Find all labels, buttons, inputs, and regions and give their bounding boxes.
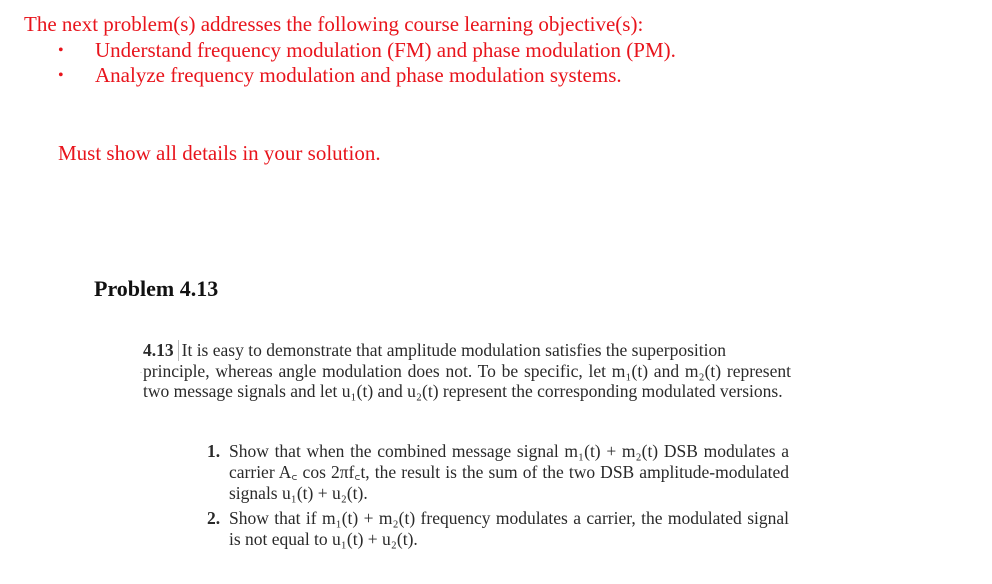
objective-item: • Analyze frequency modulation and phase modulation systems. bbox=[58, 63, 676, 88]
problem-title: Problem 4.13 bbox=[94, 276, 219, 301]
objectives-list bbox=[58, 38, 676, 88]
part-text: Show that if m₁(t) + m₂(t) frequency modulates a carrier, the modulated signal is not equal to u₁(t) + u₂(t). bbox=[229, 508, 789, 549]
problem-statement-line: It is easy to demonstrate that amplitude modulation satisfies the superposition bbox=[181, 340, 726, 360]
part-text: Show that when the combined message signal m₁(t) + m₂(t) DSB modulates a carrier A꜀ cos 2πf꜀t, the result is the sum of the two DSB amplitude-modulated signals u₁(t) + u₂(t). bbox=[229, 441, 789, 503]
instruction-text: Must show all details in your solution. bbox=[58, 141, 381, 165]
problem-part bbox=[207, 441, 789, 504]
objectives-heading: The next problem(s) addresses the following course learning objective(s): bbox=[24, 12, 644, 36]
objective-item: • Understand frequency modulation (FM) and phase modulation (PM). bbox=[58, 38, 676, 63]
part-index: 2. bbox=[207, 508, 221, 528]
problem-part bbox=[207, 508, 789, 550]
problem-statement bbox=[143, 340, 791, 402]
problem-parts bbox=[207, 441, 789, 554]
margin-mark bbox=[140, 372, 142, 373]
problem-statement-first-line bbox=[143, 340, 791, 361]
problem-statement-rest: principle, whereas angle modulation does not. To be specific, let m₁(t) and m₂(t) represent two message signals and let u₁(t) and u₂(t) represent the corresponding modulated versions. bbox=[143, 360, 791, 401]
part-index: 1. bbox=[207, 441, 221, 461]
problem-number: 4.13 bbox=[143, 340, 179, 361]
